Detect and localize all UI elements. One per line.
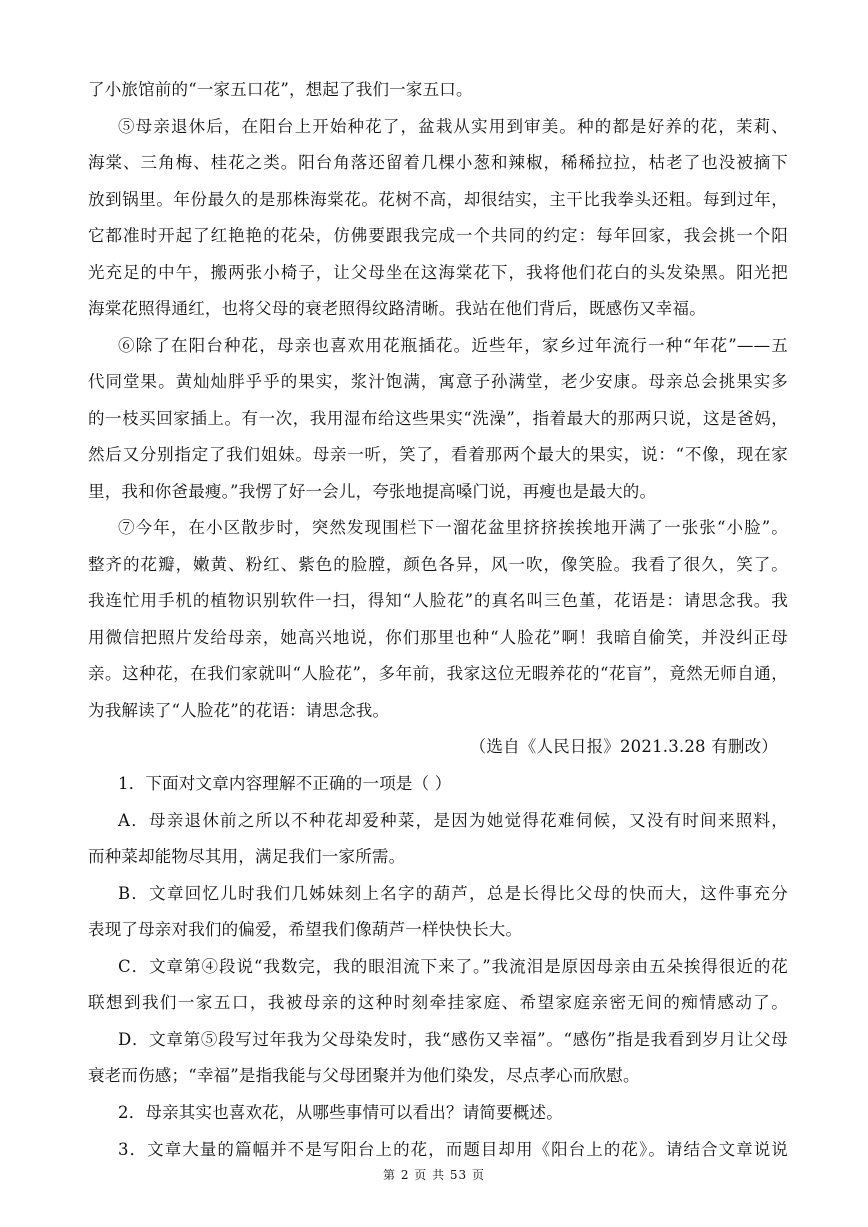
text-line: D．文章第⑤段写过年我为父母染发时，我“感伤又幸福”。“感伤”指是我看到岁月让父母 [118, 1030, 788, 1049]
text-line: 放到锅里。年份最久的是那株海棠花。花树不高，却很结实，主干比我拳头还粗。每到过年， [88, 190, 788, 209]
text-line: 代同堂果。黄灿灿胖乎乎的果实，浆汁饱满，寓意子孙满堂，老少安康。母亲总会挑果实多 [88, 372, 788, 391]
text-line: A．母亲退休前之所以不种花却爱种菜，是因为她觉得花难伺候，又没有时间来照料， [118, 811, 788, 830]
text-line: 3．文章大量的篇幅并不是写阳台上的花，而题目却用《阳台上的花》。请结合文章说说 [118, 1140, 788, 1159]
text-line: 海棠、三角梅、桂花之类。阳台角落还留着几棵小葱和辣椒，稀稀拉拉，枯老了也没被摘下 [88, 153, 788, 172]
text-line: 2．母亲其实也喜欢花，从哪些事情可以看出？请简要概述。 [118, 1103, 563, 1122]
text-line: 整齐的花瓣，嫩黄、粉红、紫色的脸膛，颜色各异，风一吹，像笑脸。我看了很久，笑了。 [88, 555, 788, 574]
text-line: 然后又分别指定了我们姐妹。母亲一听，笑了，看着那两个最大的果实，说：“不像，现在家 [88, 445, 788, 464]
text-line: B．文章回忆儿时我们几姊妹刻上名字的葫芦，总是长得比父母的快而大，这件事充分 [118, 884, 788, 903]
text-line: ⑥除了在阳台种花，母亲也喜欢用花瓶插花。近些年，家乡过年流行一种“年花”——五 [118, 336, 788, 355]
text-line: 的一枝买回家插上。有一次，我用湿布给这些果实“洗澡”，指着最大的那两只说，这是爸妈， [88, 409, 788, 428]
text-line: 联想到我们一家五口，我被母亲的这种时刻牵挂家庭、希望家庭亲密无间的痴情感动了。 [88, 993, 788, 1012]
text-line: 我连忙用手机的植物识别软件一扫，得知“人脸花”的真名叫三色堇，花语是：请思念我。我 [88, 591, 788, 610]
text-line: 它都准时开起了红艳艳的花朵，仿佛要跟我完成一个共同的约定：每年回家，我会挑一个阳 [88, 226, 788, 245]
text-line: ⑦今年，在小区散步时，突然发现围栏下一溜花盆里挤挤挨挨地开满了一张张“小脸”。 [118, 518, 788, 537]
text-line: 表现了母亲对我们的偏爱，希望我们像葫芦一样快快长大。 [88, 920, 523, 939]
text-line: 为我解读了“人脸花”的花语：请思念我。 [88, 701, 390, 720]
text-line: 衰老而伤感；“幸福”是指我能与父母团聚并为他们染发，尽点孝心而欣慰。 [88, 1066, 640, 1085]
text-line: 用微信把照片发给母亲，她高兴地说，你们那里也种“人脸花”啊！我暗自偷笑，并没纠正母 [88, 628, 788, 647]
text-line: ⑤母亲退休后，在阳台上开始种花了，盆栽从实用到审美。种的都是好养的花，茉莉、 [118, 117, 788, 136]
text-line: 光充足的中午，搬两张小椅子，让父母坐在这海棠花下，我将他们花白的头发染黑。阳光把 [88, 263, 788, 282]
text-line: 1．下面对文章内容理解不正确的一项是（ ） [118, 774, 452, 793]
text-line: 了小旅馆前的“一家五口花”，想起了我们一家五口。 [88, 80, 473, 99]
text-line: 而种菜却能物尽其用，满足我们一家所需。 [88, 847, 406, 866]
text-line: 里，我和你爸最瘦。”我愣了好一会儿，夸张地提高嗓门说，再瘦也是最大的。 [88, 482, 657, 501]
text-line: C．文章第④段说“我数完，我的眼泪流下来了。”我流泪是原因母亲由五朵挨得很近的花 [118, 957, 788, 976]
source-citation: （选自《人民日报》2021.3.28 有删改） [469, 737, 778, 756]
page-footer: 第 2 页 共 53 页 [383, 1168, 485, 1182]
text-line: 亲。这种花，在我们家就叫“人脸花”，多年前，我家这位无暇养花的“花盲”，竟然无师自通， [88, 664, 788, 683]
text-line: 海棠花照得通红，也将父母的衰老照得纹路清晰。我站在他们背后，既感伤又幸福。 [88, 299, 706, 318]
